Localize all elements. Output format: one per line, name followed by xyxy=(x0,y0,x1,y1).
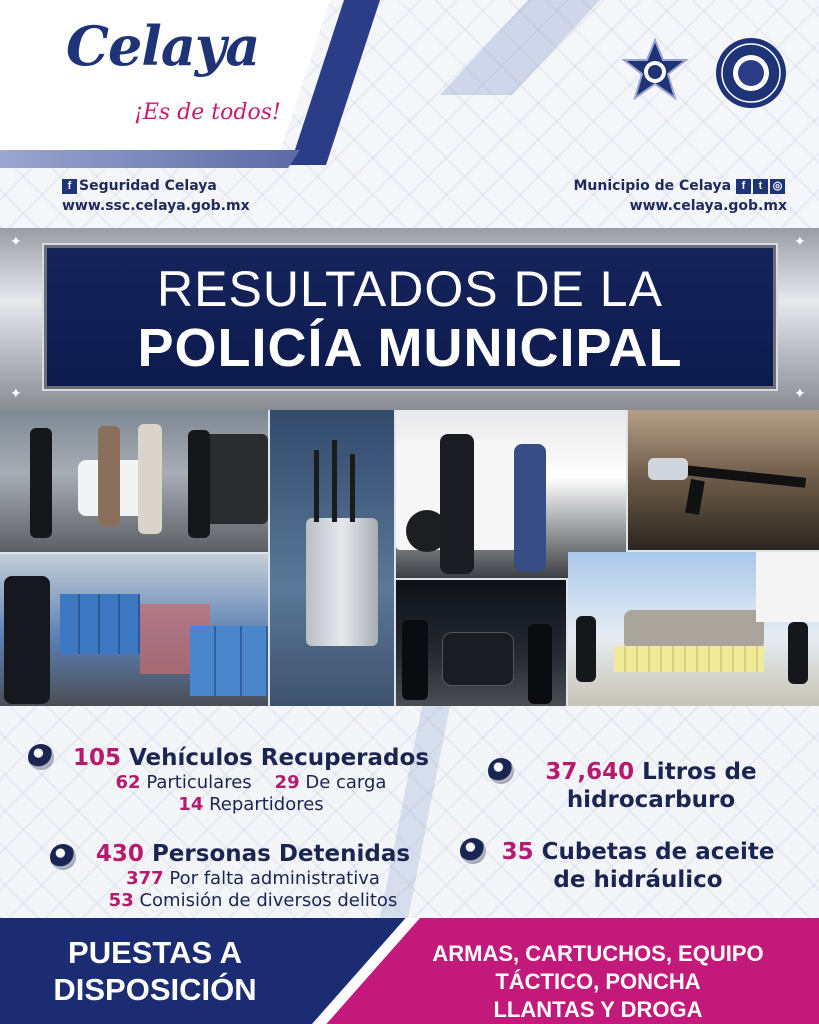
particulares-label: Particulares xyxy=(146,772,252,793)
particulares-count: 62 xyxy=(115,772,141,793)
facebook-icon[interactable]: f xyxy=(736,179,751,194)
footer xyxy=(0,918,819,1024)
header-light-stripe xyxy=(0,150,300,168)
stats-section xyxy=(0,706,819,918)
title-band xyxy=(0,228,819,410)
fuel-containers-photo xyxy=(0,554,268,706)
photo-collage xyxy=(0,410,819,706)
right-contact xyxy=(574,176,788,216)
detained-label: Personas Detenidas xyxy=(151,841,411,867)
fuel-cans-roadside-photo xyxy=(568,552,819,706)
bullet-icon xyxy=(28,744,54,770)
footer-title-line-2: DISPOSICIÓN xyxy=(53,972,257,1007)
celaya-logo: Celaya xyxy=(66,14,260,78)
detained-total: 430 xyxy=(95,841,144,867)
vehicles-total: 105 xyxy=(72,745,121,771)
sparkle-icon: ✦ xyxy=(10,386,22,402)
footer-items-line-3: LLANTAS Y DROGA xyxy=(493,997,703,1022)
fuel-label-1: Litros de xyxy=(642,759,757,785)
bullet-icon xyxy=(460,838,486,864)
header-decor-stripe xyxy=(440,0,600,95)
header xyxy=(0,0,819,228)
footer-title xyxy=(20,934,290,1008)
oil-count: 35 xyxy=(501,839,534,865)
title-line-2: POLICÍA MUNICIPAL xyxy=(137,318,683,378)
footer-items-line-2: TÁCTICO, PONCHA xyxy=(495,969,701,994)
sparkle-icon: ✦ xyxy=(794,386,806,402)
police-star-badge-icon xyxy=(620,38,690,108)
slogan: ¡Es de todos! xyxy=(134,100,281,125)
carga-count: 29 xyxy=(274,772,300,793)
sparkle-icon: ✦ xyxy=(10,234,22,250)
municipio-social-link[interactable]: Municipio de Celaya xyxy=(573,178,732,194)
seized-rifle-photo xyxy=(628,410,819,550)
title-line-1: RESULTADOS DE LA xyxy=(157,261,663,317)
signal-jammer-photo xyxy=(270,410,394,706)
detained-stat xyxy=(78,840,428,912)
ssc-website-link[interactable]: www.ssc.celaya.gob.mx xyxy=(62,198,250,214)
admin-label: Por falta administrativa xyxy=(169,868,380,889)
oil-label-2: de hidráulico xyxy=(553,867,723,893)
crimes-label: Comisión de diversos delitos xyxy=(139,890,398,911)
crimes-count: 53 xyxy=(108,890,134,911)
vehicles-stat xyxy=(56,744,446,816)
admin-count: 377 xyxy=(126,868,164,889)
instagram-icon[interactable]: ◎ xyxy=(770,179,785,194)
facebook-icon[interactable]: f xyxy=(62,179,77,194)
officers-with-detainees-photo xyxy=(0,410,268,552)
footer-items xyxy=(398,940,798,1024)
oil-label-1: Cubetas de aceite xyxy=(541,839,775,865)
municipio-website-link[interactable]: www.celaya.gob.mx xyxy=(629,198,787,214)
security-seal-icon xyxy=(714,36,788,110)
repartidores-count: 14 xyxy=(178,794,204,815)
sparkle-icon: ✦ xyxy=(794,234,806,250)
facebook-page-link[interactable]: Seguridad Celaya xyxy=(79,178,217,194)
vehicles-label: Vehículos Recuperados xyxy=(129,745,430,771)
bullet-icon xyxy=(488,758,514,784)
fuel-liters: 37,640 xyxy=(545,759,635,785)
twitter-icon[interactable]: t xyxy=(753,179,768,194)
night-vehicle-stop-photo xyxy=(396,580,566,706)
oil-stat xyxy=(488,838,788,894)
repartidores-label: Repartidores xyxy=(209,794,324,815)
carga-label: De carga xyxy=(305,772,387,793)
footer-items-line-1: ARMAS, CARTUCHOS, EQUIPO xyxy=(432,941,764,966)
bullet-icon xyxy=(50,844,76,870)
footer-title-line-1: PUESTAS A xyxy=(68,935,242,970)
fuel-label-2: hidrocarburo xyxy=(566,787,736,813)
page-title xyxy=(44,245,776,389)
left-contact xyxy=(62,176,250,216)
fuel-stat xyxy=(516,758,786,814)
